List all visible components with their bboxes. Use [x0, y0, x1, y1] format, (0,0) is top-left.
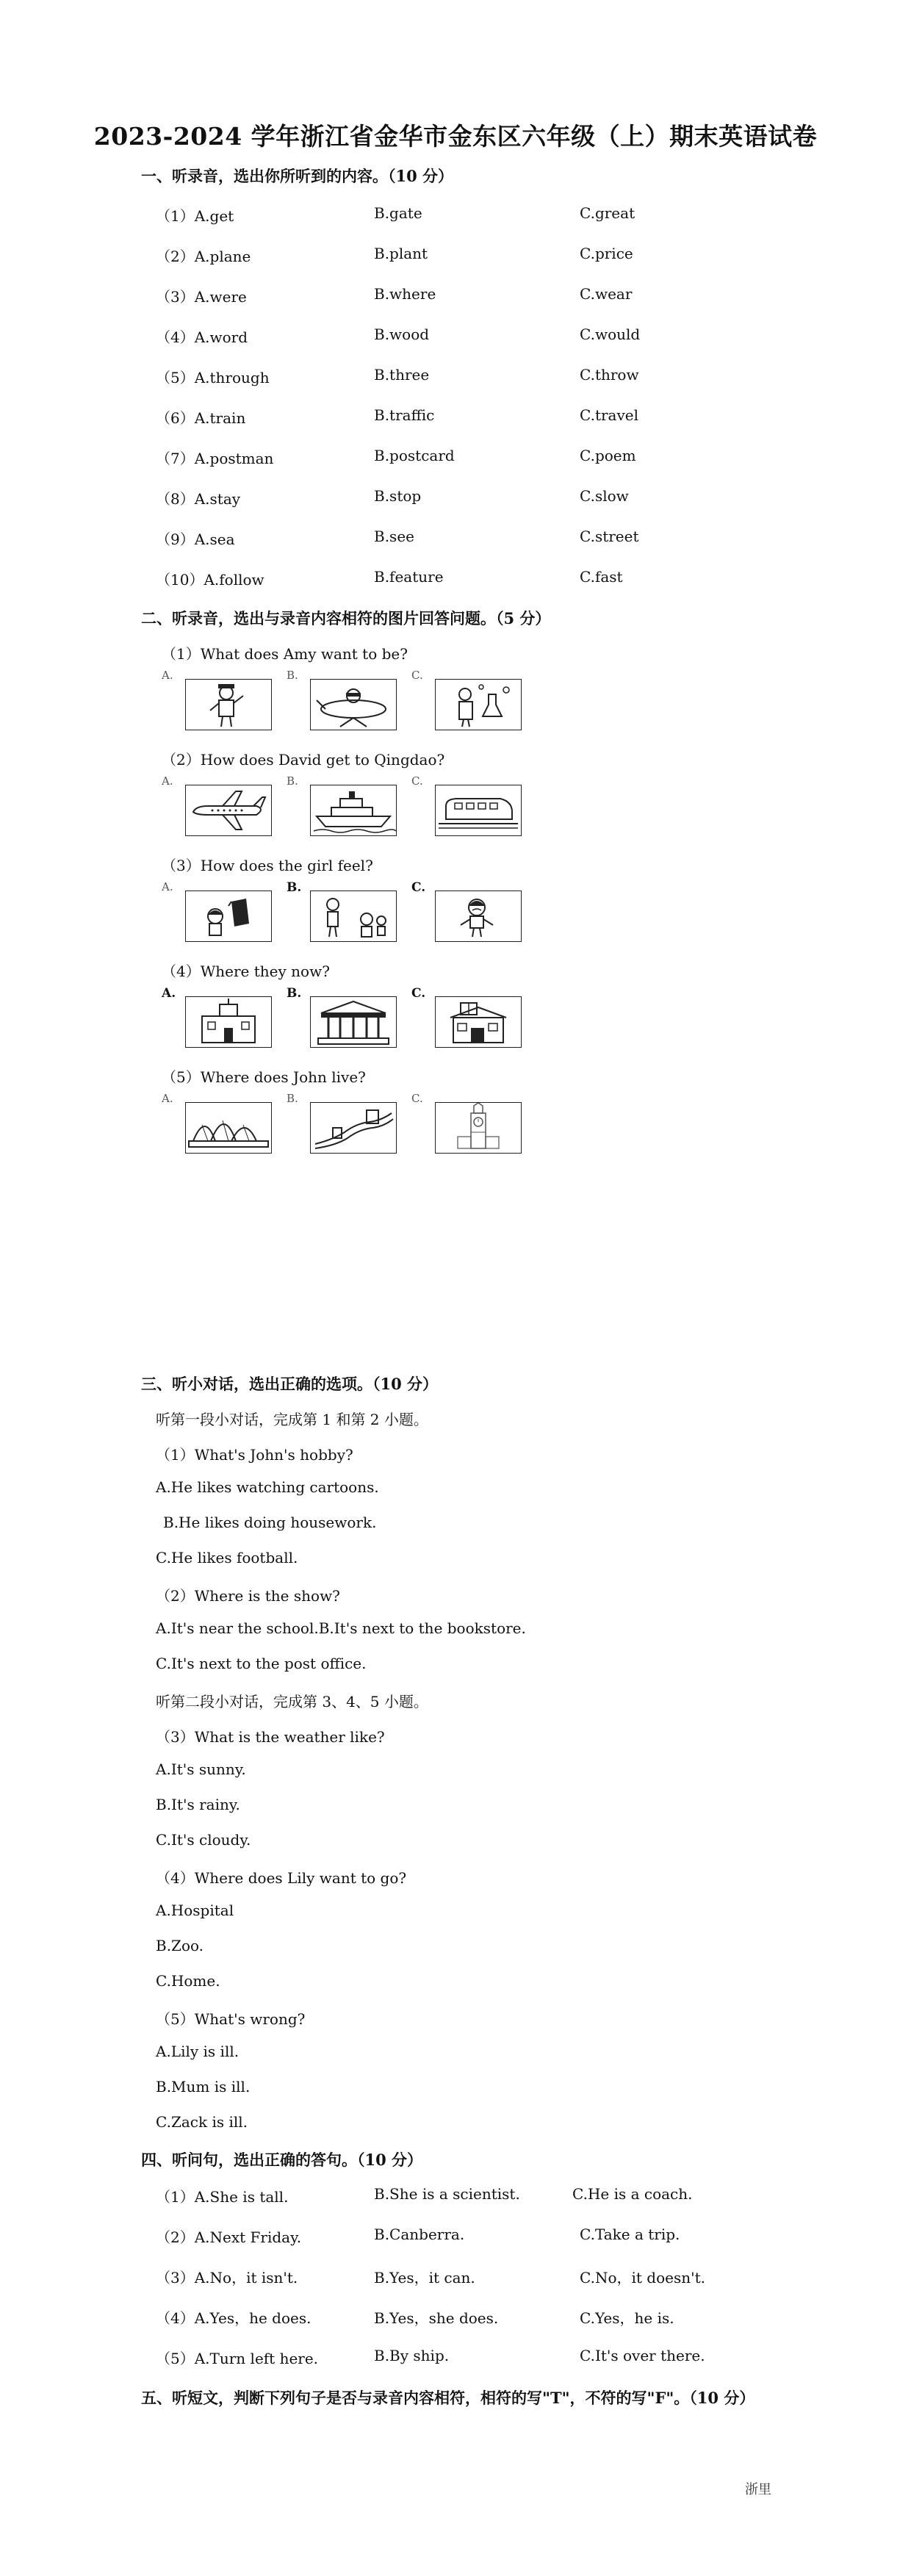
ship-icon	[310, 785, 397, 836]
s3-line: （2）Where is the show?	[156, 1587, 340, 1605]
s4-option-b: B.She is a scientist.	[374, 2185, 520, 2203]
section-5-heading: 五、听短文，判断下列句子是否与录音内容相符，相符的写"T"，不符的写"F"。（10 分）	[141, 2389, 755, 2407]
children-talking-icon	[310, 891, 397, 942]
s1-option-c: C.wear	[580, 285, 633, 303]
s1-option-c: C.great	[580, 204, 635, 222]
s1-option-b: B.gate	[374, 204, 422, 222]
s3-line: C.He likes football.	[156, 1549, 298, 1566]
s1-row-3	[156, 285, 817, 304]
s2-image-row-3	[162, 880, 544, 943]
s1-option-c: C.travel	[580, 406, 638, 424]
s1-option-a: （3）A.were	[156, 288, 247, 306]
s2-image-row-1	[162, 669, 544, 732]
train-icon	[435, 785, 522, 836]
s1-option-b: B.wood	[374, 325, 430, 343]
option-label: B.	[287, 880, 302, 895]
s3-line: C.Zack is ill.	[156, 2113, 248, 2131]
section-2-heading: 二、听录音，选出与录音内容相符的图片回答问题。（5 分）	[141, 609, 551, 627]
s4-option-c: C.No，it doesn't.	[580, 2269, 705, 2287]
s1-row-6	[156, 406, 817, 425]
bookstore-building-icon	[435, 996, 522, 1048]
s1-option-b: B.where	[374, 285, 436, 303]
s3-line: （3）What is the weather like?	[156, 1728, 385, 1746]
s3-line: A.Lily is ill.	[156, 2043, 240, 2060]
s1-option-a: （10）A.follow	[156, 571, 264, 589]
girl-with-book-icon	[185, 891, 272, 942]
s3-line: C.It's cloudy.	[156, 1831, 251, 1849]
s1-option-a: （9）A.sea	[156, 530, 235, 548]
s1-row-2	[156, 245, 817, 264]
s4-option-c: C.It's over there.	[580, 2347, 705, 2364]
s4-row-3	[156, 2266, 817, 2285]
footer-watermark: 浙里	[745, 2482, 771, 2497]
s1-option-b: B.stop	[374, 487, 422, 505]
s4-option-c: C.Take a trip.	[580, 2226, 680, 2243]
s3-line: A.It's sunny.	[156, 1760, 246, 1778]
s1-option-a: （1）A.get	[156, 207, 234, 225]
section-3-heading: 三、听小对话，选出正确的选项。（10 分）	[141, 1375, 439, 1393]
s4-option-b: B.Yes，it can.	[374, 2269, 475, 2287]
s1-option-c: C.fast	[580, 568, 623, 586]
option-label: C.	[411, 986, 426, 1001]
s1-option-b: B.postcard	[374, 447, 455, 464]
s2-image-row-4	[162, 986, 544, 1049]
s3-line: A.It's near the school.B.It's next to the bookstore.	[156, 1619, 526, 1637]
s2-question-4: （4）Where they now?	[162, 963, 330, 980]
s1-option-c: C.street	[580, 528, 639, 545]
option-label: B.	[287, 669, 298, 682]
s1-option-a: （4）A.word	[156, 328, 248, 346]
s4-row-1	[156, 2185, 817, 2204]
s4-option-b: B.By ship.	[374, 2347, 450, 2364]
s1-option-c: C.price	[580, 245, 633, 262]
s4-option-b: B.Canberra.	[374, 2226, 465, 2243]
s3-line: B.He likes doing housework.	[163, 1514, 377, 1531]
s1-row-5	[156, 366, 817, 385]
option-label: A.	[162, 880, 173, 893]
girl-crying-icon	[435, 891, 522, 942]
great-wall-icon	[310, 1102, 397, 1154]
s1-row-7	[156, 447, 817, 466]
option-label: A.	[162, 1092, 173, 1105]
page-title: 2023-2024 学年浙江省金华市金东区六年级（上）期末英语试卷	[93, 122, 818, 151]
s1-row-8	[156, 487, 817, 506]
s1-option-a: （5）A.through	[156, 369, 270, 386]
s1-option-c: C.slow	[580, 487, 629, 505]
option-label: C.	[411, 880, 426, 895]
option-label: A.	[162, 986, 176, 1001]
s1-row-9	[156, 528, 817, 547]
option-label: C.	[411, 1092, 423, 1105]
s1-option-c: C.poem	[580, 447, 636, 464]
s3-line: （5）What's wrong?	[156, 2010, 306, 2028]
option-label: A.	[162, 669, 173, 682]
s4-option-a: （3）A.No，it isn't.	[156, 2269, 298, 2287]
s3-line: B.It's rainy.	[156, 1796, 240, 1813]
s2-image-row-2	[162, 774, 544, 838]
option-label: A.	[162, 774, 173, 788]
s2-question-5: （5）Where does John live?	[162, 1068, 366, 1086]
big-ben-icon	[435, 1102, 522, 1154]
s3-line: B.Zoo.	[156, 1937, 204, 1954]
police-officer-icon	[185, 679, 272, 730]
s2-question-2: （2）How does David get to Qingdao?	[162, 751, 445, 769]
s1-row-4	[156, 325, 817, 345]
s4-option-a: （1）A.She is tall.	[156, 2188, 289, 2206]
scientist-icon	[435, 679, 522, 730]
s4-row-2	[156, 2226, 817, 2245]
s1-option-b: B.see	[374, 528, 414, 545]
s2-question-1: （1）What does Amy want to be?	[162, 645, 408, 663]
section-4-heading: 四、听问句，选出正确的答句。（10 分）	[141, 2151, 423, 2169]
s3-line: 听第二段小对话，完成第 3、4、5 小题。	[156, 1693, 428, 1710]
s4-row-5	[156, 2347, 817, 2366]
s1-row-1	[156, 204, 817, 223]
s3-line: 听第一段小对话，完成第 1 和第 2 小题。	[156, 1411, 428, 1428]
s4-option-c: C.He is a coach.	[572, 2185, 693, 2203]
s4-option-a: （4）A.Yes，he does.	[156, 2309, 312, 2327]
post-office-building-icon	[185, 996, 272, 1048]
s2-image-row-5	[162, 1092, 544, 1155]
s1-option-c: C.throw	[580, 366, 639, 384]
s1-option-a: （7）A.postman	[156, 450, 274, 467]
s2-question-3: （3）How does the girl feel?	[162, 857, 373, 874]
section-1-heading: 一、听录音，选出你所听到的内容。（10 分）	[141, 167, 454, 185]
s1-option-a: （6）A.train	[156, 409, 246, 427]
s1-row-10	[156, 568, 817, 587]
s3-line: （4）Where does Lily want to go?	[156, 1869, 407, 1887]
s3-line: C.It's next to the post office.	[156, 1655, 367, 1672]
option-label: B.	[287, 1092, 298, 1105]
s4-option-a: （2）A.Next Friday.	[156, 2228, 302, 2246]
s1-option-b: B.traffic	[374, 406, 435, 424]
s1-option-b: B.feature	[374, 568, 444, 586]
s1-option-b: B.three	[374, 366, 430, 384]
s4-option-b: B.Yes，she does.	[374, 2309, 499, 2327]
s1-option-b: B.plant	[374, 245, 428, 262]
option-label: C.	[411, 669, 423, 682]
museum-building-icon	[310, 996, 397, 1048]
option-label: C.	[411, 774, 423, 788]
s4-option-c: C.Yes，he is.	[580, 2309, 674, 2327]
option-label: B.	[287, 774, 298, 788]
s1-option-a: （8）A.stay	[156, 490, 241, 508]
s4-option-a: （5）A.Turn left here.	[156, 2350, 319, 2367]
s1-option-c: C.would	[580, 325, 641, 343]
s3-line: C.Home.	[156, 1972, 220, 1990]
pilot-in-plane-icon	[310, 679, 397, 730]
airplane-icon	[185, 785, 272, 836]
s3-line: B.Mum is ill.	[156, 2078, 251, 2095]
s3-line: （1）What's John's hobby?	[156, 1446, 353, 1464]
sydney-opera-house-icon	[185, 1102, 272, 1154]
s3-line: A.Hospital	[156, 1902, 234, 1919]
s3-line: A.He likes watching cartoons.	[156, 1478, 379, 1496]
s4-row-4	[156, 2306, 817, 2325]
s1-option-a: （2）A.plane	[156, 248, 251, 265]
option-label: B.	[287, 986, 302, 1001]
